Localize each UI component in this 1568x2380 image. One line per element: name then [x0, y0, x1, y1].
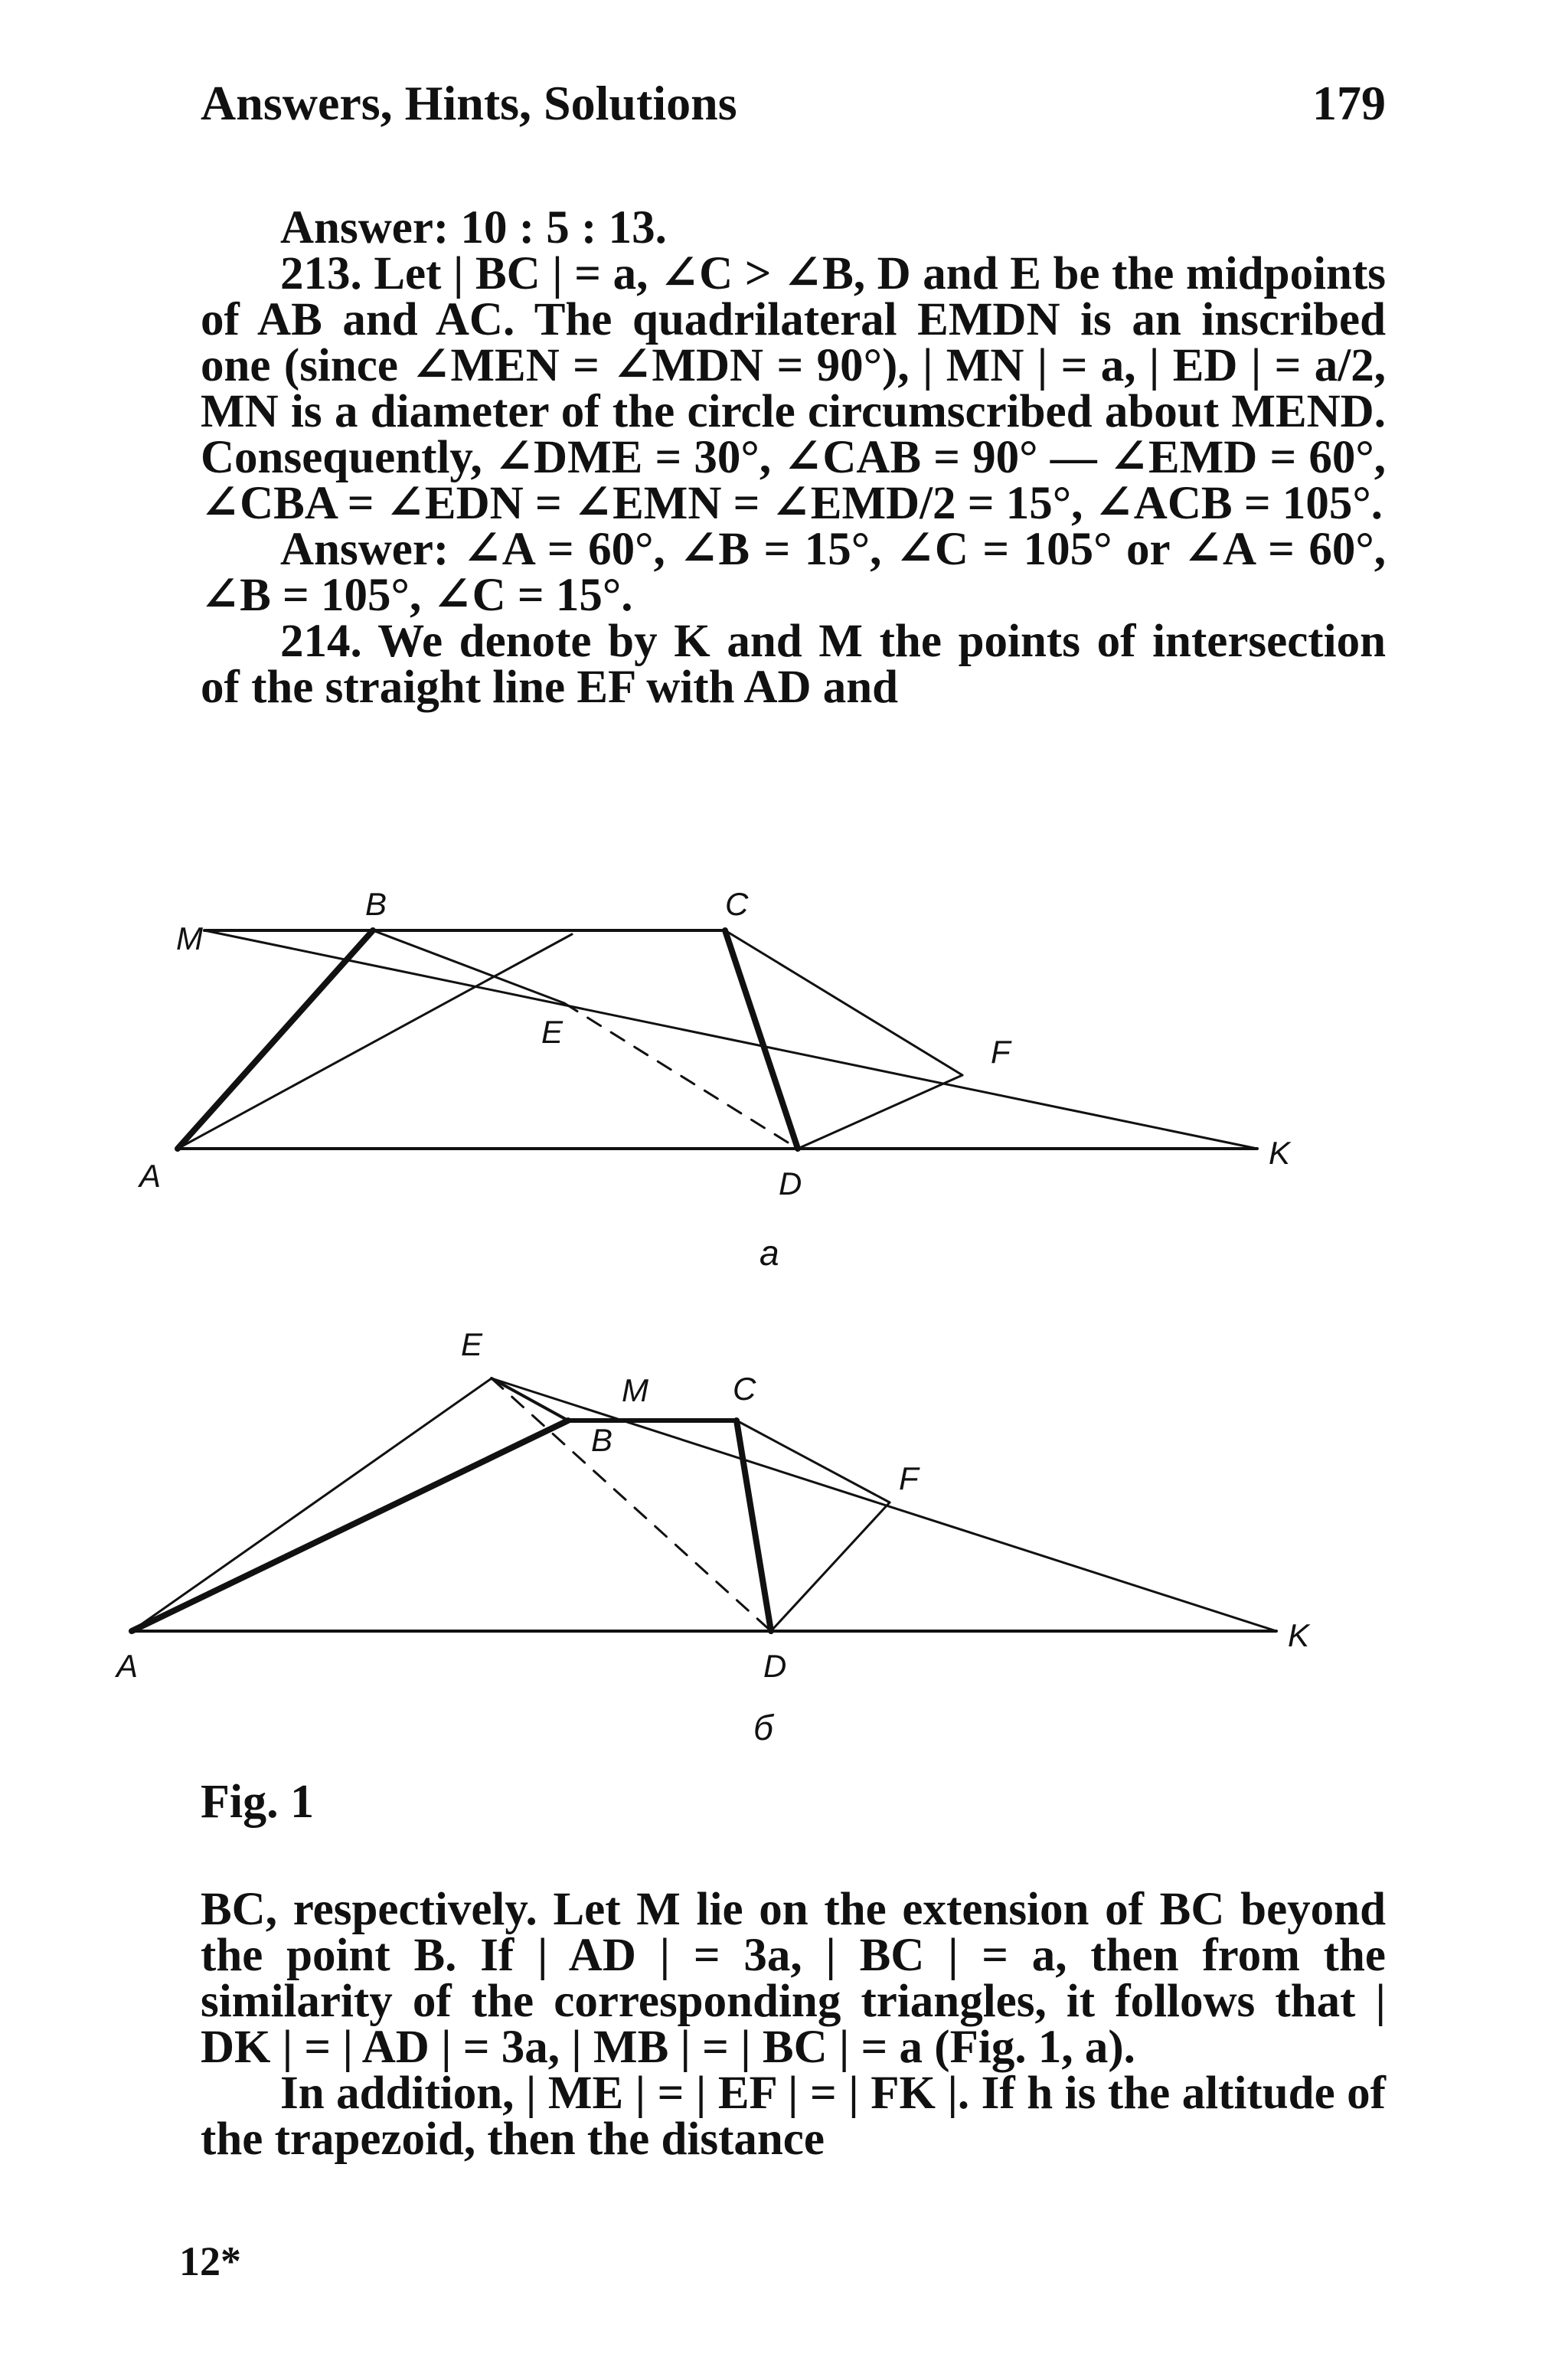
fig-a-label-C: C: [725, 886, 749, 922]
answer-213: Answer: ∠A = 60°, ∠B = 15°, ∠C = 105° or ∠A = 60°, ∠B = 105°, ∠C = 15°.: [201, 524, 1386, 621]
fig-a-line-ED: [564, 1003, 798, 1149]
fig-a-label-K: K: [1269, 1135, 1291, 1171]
page-number: 179: [1312, 76, 1386, 130]
fig-a-label-D: D: [779, 1165, 802, 1201]
fig-a-line-CF: [725, 930, 962, 1075]
header-title: Answers, Hints, Solutions: [201, 76, 737, 130]
fig-b-side-CD: [737, 1420, 771, 1631]
text-block-top: [201, 202, 1386, 713]
fig-b-line-EK: [492, 1378, 1276, 1631]
fig-a-label-M: M: [176, 920, 203, 956]
fig-b-label-M: M: [622, 1372, 648, 1408]
fig-b-line-AE: [132, 1378, 492, 1631]
solution-214-continued: BC, respectively. Let M lie on the extension of BC beyond the point B. If | AD | = 3a, | BC | = a, then from the similarity of the corresponding triangles, it follows that | DK | = | AD | = 3a, | MB | = | BC | = a (Fig. 1, a).: [201, 1884, 1386, 2073]
solution-214-start: 214. We denote by K and M the points of intersection of the straight line EF with AD and: [201, 616, 1386, 713]
figure-1-drawing: [116, 873, 1386, 1853]
fig-b-label-B: B: [591, 1422, 613, 1458]
fig-b-line-ED: [492, 1378, 771, 1631]
solution-213: 213. Let | BC | = a, ∠C > ∠B, D and E be the midpoints of AB and AC. The quadrilateral EMDN is an inscribed one (since ∠MEN = ∠MDN = 90°), | MN | = a, | ED | = a/2, MN is a diameter of the circle circumscribed about MEND. Consequently, ∠DME = 30°, ∠CAB = 90° — ∠EMD = 60°, ∠CBA = ∠EDN = ∠EMN = ∠EMD/2 = 15°, ∠ACB = 105°.: [201, 248, 1386, 529]
fig-a-line-DF: [798, 1075, 962, 1149]
running-header: [201, 75, 1386, 136]
fig-b-label-F: F: [899, 1460, 919, 1496]
fig-a-side-AB: [178, 930, 373, 1149]
fig-a-label-E: E: [541, 1014, 564, 1050]
fig-a-label-F: F: [991, 1034, 1011, 1070]
fig-b-sublabel: б: [753, 1708, 773, 1747]
fig-b-line-DF: [771, 1502, 890, 1631]
fig-b-label-D: D: [763, 1648, 787, 1684]
solution-214-addition: In addition, | ME | = | EF | = | FK |. If h is the altitude of the trapezoid, then the distance: [201, 2068, 1386, 2165]
figure-1b: [132, 1378, 1276, 1631]
fig-b-side-AB: [132, 1420, 568, 1631]
figure-1a: [178, 930, 1257, 1149]
fig-b-label-K: K: [1288, 1617, 1310, 1653]
figure-caption: Fig. 1: [201, 1776, 315, 1828]
fig-a-label-A: A: [139, 1158, 162, 1194]
fig-b-label-C: C: [733, 1371, 756, 1407]
fig-a-label-B: B: [365, 886, 387, 922]
answer-212: Answer: 10 : 5 : 13.: [280, 202, 667, 253]
fig-b-label-E: E: [461, 1326, 483, 1362]
fig-a-line-BE: [373, 930, 564, 1003]
fig-b-line-CF: [737, 1420, 890, 1502]
fig-a-sublabel: a: [760, 1233, 779, 1273]
figure-1: [116, 873, 1386, 1853]
fig-b-label-A: A: [116, 1648, 139, 1684]
text-block-bottom: [201, 1884, 1386, 2165]
signature-mark: 12*: [179, 2238, 241, 2284]
fig-a-line-MK: [204, 930, 1257, 1149]
